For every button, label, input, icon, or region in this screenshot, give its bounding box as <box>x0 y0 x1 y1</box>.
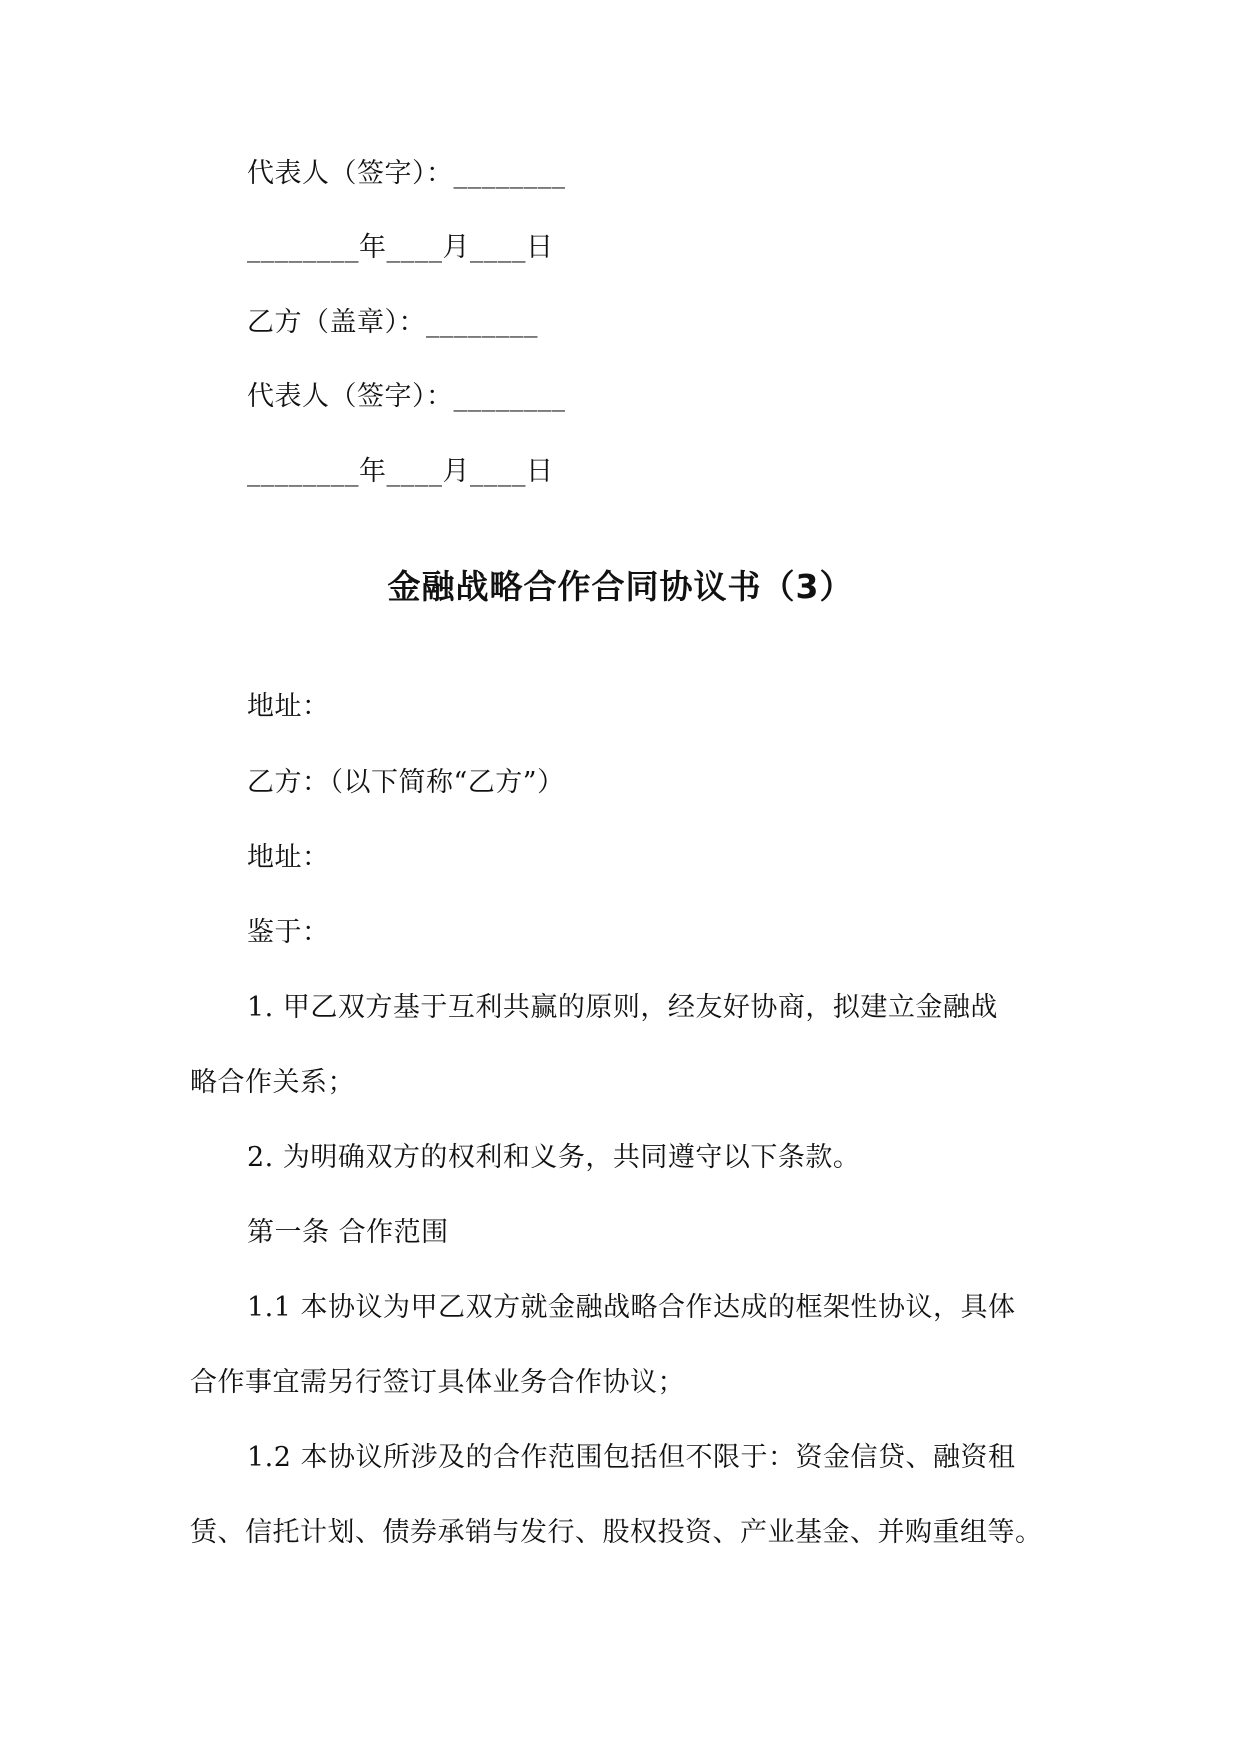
recital-2: 2. 为明确双方的权利和义务，共同遵守以下条款。 <box>247 1142 861 1173</box>
whereas-heading: 鉴于： <box>247 917 330 948</box>
date-line-1: ________年____月____日 <box>247 232 554 263</box>
document-title: 金融战略合作合同协议书（3） <box>387 567 854 606</box>
clause-1-2-line-1: 1.2 本协议所涉及的合作范围包括但不限于：资金信贷、融资租 <box>247 1442 1016 1473</box>
recital-1-line-2: 略合作关系； <box>190 1067 355 1098</box>
clause-1-1-line-1: 1.1 本协议为甲乙双方就金融战略合作达成的框架性协议，具体 <box>247 1292 1016 1323</box>
address-line-1: 地址： <box>247 691 330 722</box>
representative-signature-line-1: 代表人（签字）：________ <box>247 158 566 189</box>
address-line-2: 地址： <box>247 842 330 873</box>
article-1-heading: 第一条 合作范围 <box>247 1217 449 1248</box>
representative-signature-line-2: 代表人（签字）：________ <box>247 381 566 412</box>
clause-1-2-line-2: 赁、信托计划、债券承销与发行、股权投资、产业基金、并购重组等。 <box>190 1517 1043 1548</box>
party-b-line: 乙方：（以下简称“乙方”） <box>247 767 565 798</box>
date-line-2: ________年____月____日 <box>247 456 554 487</box>
party-b-seal-line: 乙方（盖章）：________ <box>247 307 538 338</box>
recital-1-line-1: 1. 甲乙双方基于互利共赢的原则，经友好协商，拟建立金融战 <box>247 992 998 1023</box>
clause-1-1-line-2: 合作事宜需另行签订具体业务合作协议； <box>190 1367 685 1398</box>
